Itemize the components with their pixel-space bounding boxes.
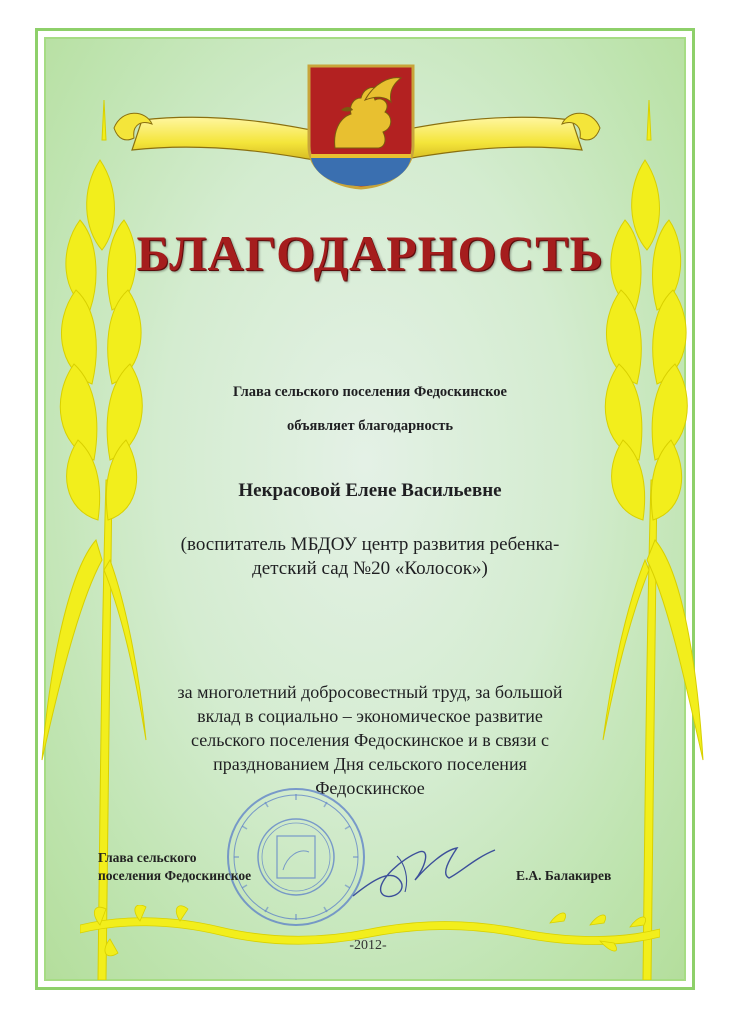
wheat-bottom-border-icon bbox=[80, 905, 660, 965]
recipient-position-line-2: детский сад №20 «Колосок») bbox=[252, 558, 488, 579]
recipient-name: Некрасовой Елене Васильевне bbox=[238, 480, 502, 501]
certificate-title: БЛАГОДАРНОСТЬ bbox=[136, 225, 604, 281]
reason-line: вклад в социально – экономическое развитие bbox=[197, 706, 543, 726]
intro-line-2: объявляет благодарность bbox=[286, 418, 454, 434]
signatory-name: Е.А. Балакирев bbox=[516, 868, 612, 883]
recipient-position-line-1: (воспитатель МБДОУ центр развития ребенка- bbox=[180, 534, 560, 555]
reason-line: празднованием Дня сельского поселения bbox=[213, 754, 527, 774]
signatory-title-line-1: Глава сельского bbox=[98, 850, 197, 865]
intro-line-1: Глава сельского поселения Федоскинское bbox=[233, 384, 507, 400]
signatory-title-line-2: поселения Федоскинское bbox=[98, 868, 252, 883]
handwritten-signature-icon bbox=[345, 838, 500, 908]
reason-line: сельского поселения Федоскинское и в связи с bbox=[191, 730, 549, 750]
reason-line: за многолетний добросовестный труд, за большой bbox=[177, 682, 563, 702]
certificate-year: -2012- bbox=[349, 938, 387, 953]
reason-line: Федоскинское bbox=[315, 778, 425, 798]
coat-of-arms-icon bbox=[305, 62, 417, 190]
